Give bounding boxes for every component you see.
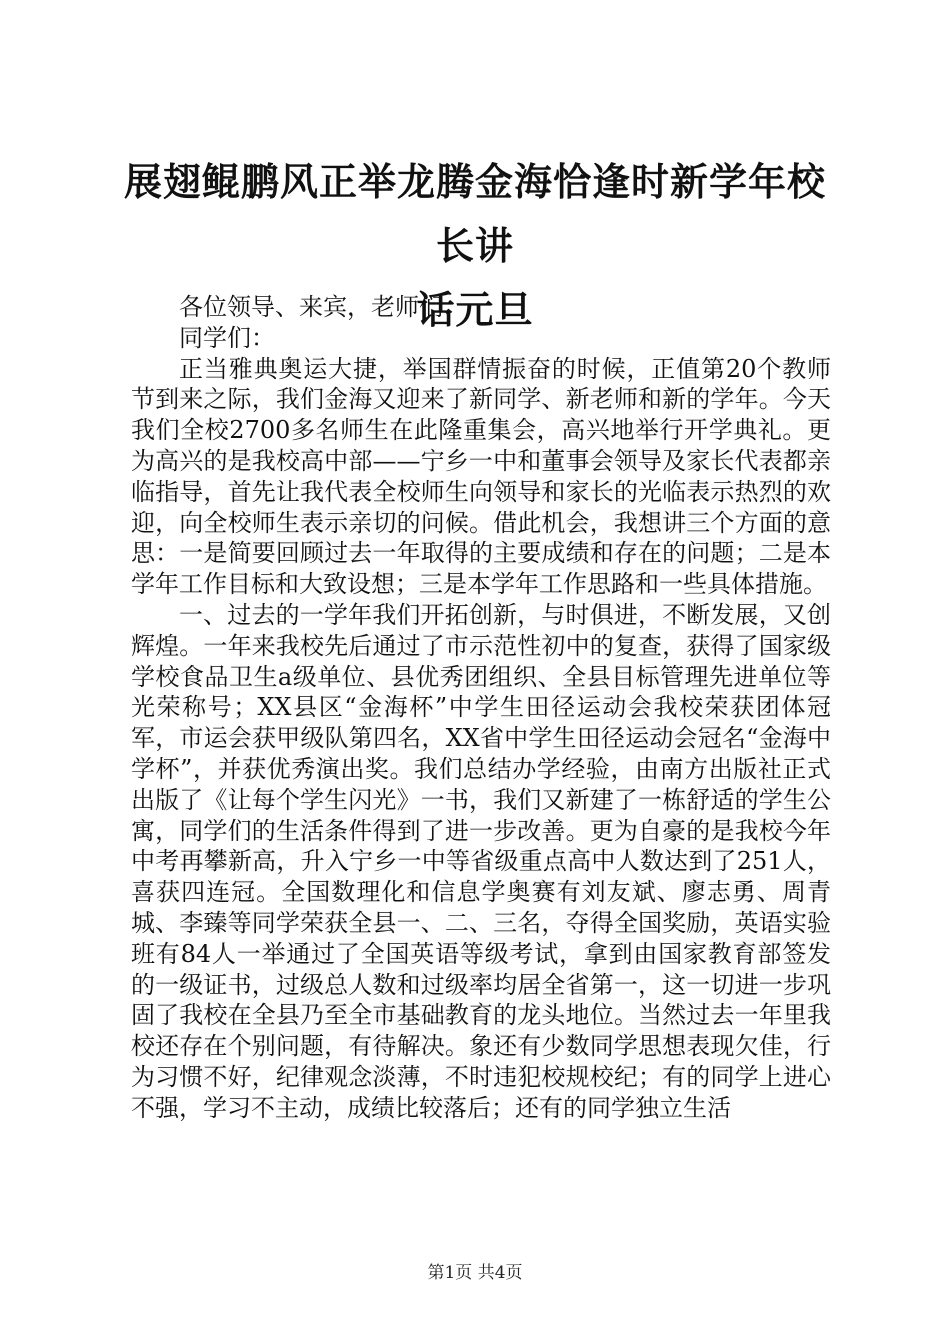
page-footer: 第1页 共4页: [427, 1263, 523, 1283]
title-line-2: 话元旦: [416, 288, 534, 332]
body-paragraph: 一、过去的一学年我们开拓创新，与时俱进，不断发展，又创辉煌。一年来我校先后通过了市示范性初中的复查，获得了国家级学校食品卫生a级单位、县优秀团组织、全县目标管理先进单位等光荣称号；XX县区“金海杯”中学生田径运动会我校荣获团体冠军，市运会获甲级队第四名，XX省中学生田径运动会冠名“金海中学杯”，并获优秀演出奖。我们总结办学经验，由南方出版社正式出版了《让每个学生闪光》一书，我们又新建了一栋舒适的学生公寓，同学们的生活条件得到了进一步改善。更为自豪的是我校今年中考再攀新高，升入宁乡一中等省级重点高中人数达到了251人，喜获四连冠。全国数理化和信息学奥赛有刘友斌、廖志勇、周青城、李臻等同学荣获全县一、二、三名，夺得全国奖励，英语实验班有84人一举通过了全国英语等级考试，拿到由国家教育部签发的一级证书，过级总人数和过级率均居全省第一，这一切进一步巩固了我校在全县乃至全市基础教育的龙头地位。当然过去一年里我校还存在个别问题，有待解决。象还有少数同学思想表现欠佳，行为习惯不好，纪律观念淡薄，不时违犯校规校纪；有的同学上进心不强，学习不主动，成绩比较落后；还有的同学独立生活: [131, 600, 831, 1122]
salutation-line-1: 各位领导、来宾，老师们、: [179, 293, 467, 321]
title-line-1: 展翅鲲鹏风正举龙腾金海恰逢时新学年校长讲: [123, 160, 826, 268]
body-paragraph: 正当雅典奥运大捷，举国群情振奋的时候，正值第20个教师节到来之际，我们金海又迎来了新同学、新老师和新的学年。今天我们全校2700多名师生在此隆重集会，高兴地举行开学典礼。更为高兴的是我校高中部——宁乡一中和董事会领导及家长代表都亲临指导，首先让我代表全校师生向领导和家长的光临表示热烈的欢迎，向全校师生表示亲切的问候。借此机会，我想讲三个方面的意思：一是简要回顾过去一年取得的主要成绩和存在的问题；二是本学年工作目标和大致设想；三是本学年工作思路和一些具体措施。: [131, 354, 831, 599]
salutation-line-2: 同学们：: [179, 323, 275, 352]
document-body: [131, 292, 831, 1124]
